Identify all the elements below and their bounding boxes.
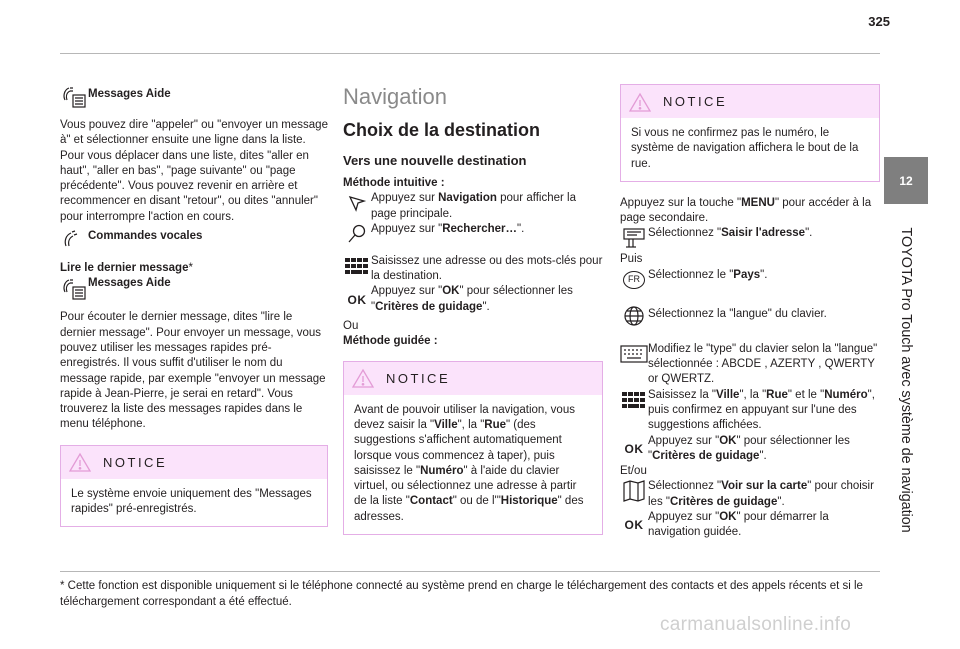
t: OK [442,285,460,298]
t: Ville [434,418,458,431]
chapter-title [896,215,916,545]
voice-commands-row [60,227,328,251]
t: Appuyez sur [371,192,439,205]
warning-icon [69,452,91,472]
t: " pour sélectionner les " [648,434,850,462]
read-last-message-title: Lire le dernier message [60,262,189,275]
t: Rue [766,388,788,401]
t: Critères de guidage [652,449,760,462]
t: " des adresses. [354,495,584,523]
step-city-street [620,388,880,434]
t: OK [719,511,737,524]
notice-text: Si vous ne confirmez pas le numéro, le système de navigation affichera le bout de la rue. [631,127,859,170]
notice-label: NOTICE [386,370,451,386]
help-messages-label-2: Messages Aide [88,277,171,290]
step-start-guidance-text [648,510,880,541]
t: ". [482,300,490,313]
or-label: Ou [343,320,359,333]
t: ". [517,222,525,235]
subheading-new-destination: Vers une nouvelle destination [343,153,527,168]
search-icon [343,222,371,246]
column-middle [343,84,603,535]
column-left [60,84,328,527]
voice-commands-label: Commandes vocales [88,230,203,243]
footnote-rule [60,571,880,572]
watermark: carmanualsonline.info [660,614,852,635]
step-keyboard-language [620,304,880,328]
t: ", la " [739,388,767,401]
t: Critères de guidage [669,495,778,508]
step-ok-criteria [620,434,880,465]
step-city-street-text [648,388,880,434]
step-keyboard [343,254,603,285]
step-search [343,222,603,246]
country-fr-badge: FR [623,271,645,289]
t: ", la " [457,418,485,431]
t: Historique [500,495,558,508]
t: Voir sur la carte [721,480,808,493]
voice-help-icon [60,276,88,300]
ok-icon: OK [624,518,644,533]
t: OK [719,434,737,447]
step-ok-text [371,284,603,315]
navigation-arrow-icon [343,191,371,215]
t: Sélectionnez " [648,480,722,493]
t: Sélectionnez " [648,227,722,240]
t: Numéro [420,464,464,477]
step-enter-address [620,226,880,250]
country-icon [620,268,648,292]
t: Critères de guidage [375,300,483,313]
t: " pour démarrer la navigation guidée. [648,511,829,539]
map-icon [620,479,648,503]
t: ". [777,495,785,508]
notice-box-left [60,445,328,528]
keyboard-icon [343,254,371,278]
step-navigation [343,191,603,222]
enter-address-icon [620,226,648,250]
step-country-text [648,268,880,283]
t: pour afficher la page principale. [371,192,576,220]
step-keyboard-text: Saisissez une adresse ou des mots-clés pour la destination. [371,254,603,283]
notice-header [344,362,602,395]
header-rule [60,53,880,54]
t: " pour choisir les " [648,480,874,508]
keyboard-layout-icon [620,342,648,366]
t: ". [805,227,813,240]
warning-icon [352,368,374,388]
ok-icon: OK [624,441,644,456]
help-messages-text: Vous pouvez dire "appeler" ou "envoyer un message à" et sélectionner ensuite une ligne dans la liste. Pour vous déplacer dans une liste, dites "aller en haut", "aller en bas", "page suivante" ou "page précédente". Vous pouvez revenir en arrière et recommencer en disant "retour", ou dites "annuler" pour interrompre l'action en cours. [60,119,328,223]
keyboard-icon [620,388,648,412]
t: " pour sélectionner les " [371,285,573,313]
step-keyboard-type-text: Modifiez le "type" du clavier selon la "langue" sélectionnée : ABCDE , AZERTY , QWERTY or QWERTZ. [648,342,878,386]
t: Saisissez la " [648,388,716,401]
step-view-map [620,479,880,510]
footnote-star: * [188,262,193,275]
t: Pays [733,268,761,281]
voice-help-icon [60,84,88,108]
t: Saisir l'adresse [721,227,806,240]
heading-destination: Choix de la destination [343,120,541,140]
menu-instruction [620,196,880,227]
help-messages-label: Messages Aide [88,88,171,100]
read-last-message-text: Pour écouter le dernier message, dites "lire le dernier message". Pour envoyer un message, vous pouvez utiliser les messages rapides pré-enregistrés. Il vous suffit d'utiliser le nom du message rapide, par exemple "envoyer un message rapide à Jean-Pierre, je serai en retard". Vous trouverez la liste des messages rapides dans le menu téléphone. [60,311,326,431]
step-enter-address-text [648,226,880,241]
ok-icon: OK [347,292,367,307]
t: " à l'aide du clavier virtuel, ou sélectionnez une adresse à partir de la liste " [354,464,577,508]
step-ok [343,284,603,315]
t: " et le " [787,388,825,401]
help-messages-row [60,84,328,108]
notice-label: NOTICE [103,454,168,470]
t: ". [759,449,767,462]
step-keyboard-language-text: Sélectionnez la "langue" du clavier. [648,307,827,320]
t: Contact [409,495,453,508]
globe-icon [620,304,648,328]
t: " pour accéder à la page secondaire. [620,196,872,225]
t: ". [760,268,768,281]
step-country [620,268,880,292]
step-ok-criteria-text [648,434,880,465]
step-navigation-text [371,191,603,222]
step-view-map-text [648,479,880,510]
step-search-text [371,222,603,237]
t: Sélectionnez le " [648,268,734,281]
column-right [620,84,880,541]
t: " ou de l'" [452,495,501,508]
t: " (des suggestions s'affichent automatiquement lorsque vous commencez à taper), puis saisissez le " [354,418,562,477]
notice-box-middle [343,361,603,535]
t: Appuyez sur " [371,222,443,235]
t: Rue [484,418,507,431]
then-label: Puis [620,253,643,266]
notice-label: NOTICE [663,93,728,109]
help-messages-row-2 [60,276,328,300]
chapter-title-text: TOYOTA Pro Touch avec système de navigation [898,227,914,533]
footnote: * Cette fonction est disponible uniquement si le téléphone connecté au système prend en charge le téléchargement des contacts et des appels récents et si le téléchargement correspondant a été effectué. [60,580,863,608]
warning-icon [629,92,651,112]
notice-text: Le système envoie uniquement des "Messages rapides" pré-enregistrés. [71,487,312,516]
and-or-label: Et/ou [620,465,647,478]
guided-method-label: Méthode guidée : [343,335,438,348]
step-keyboard-type [620,342,880,388]
t: ", puis confirmez en appuyant sur l'une des suggestions affichées. [648,388,875,432]
intuitive-method-label: Méthode intuitive : [343,177,445,189]
voice-command-icon [60,227,88,251]
step-start-guidance [620,510,880,541]
t: Appuyez sur " [648,511,720,524]
t: Ville [716,388,740,401]
notice-header [61,446,327,479]
notice-text [344,395,602,534]
notice-box-right [620,84,880,182]
t: Numéro [824,388,868,401]
t: Avant de pouvoir utiliser la navigation, vous devez saisir la " [354,403,575,431]
t: Appuyez sur " [371,285,443,298]
t: MENU [741,196,775,209]
t: Appuyez sur " [648,434,720,447]
chapter-tab: 12 [884,157,928,204]
t: Appuyez sur la touche " [620,196,742,209]
section-title-navigation: Navigation [343,84,447,109]
page-number: 325 [868,14,890,29]
t: Navigation [438,192,497,205]
read-last-message-heading [60,261,328,276]
notice-header [621,85,879,118]
t: Rechercher… [442,222,517,235]
